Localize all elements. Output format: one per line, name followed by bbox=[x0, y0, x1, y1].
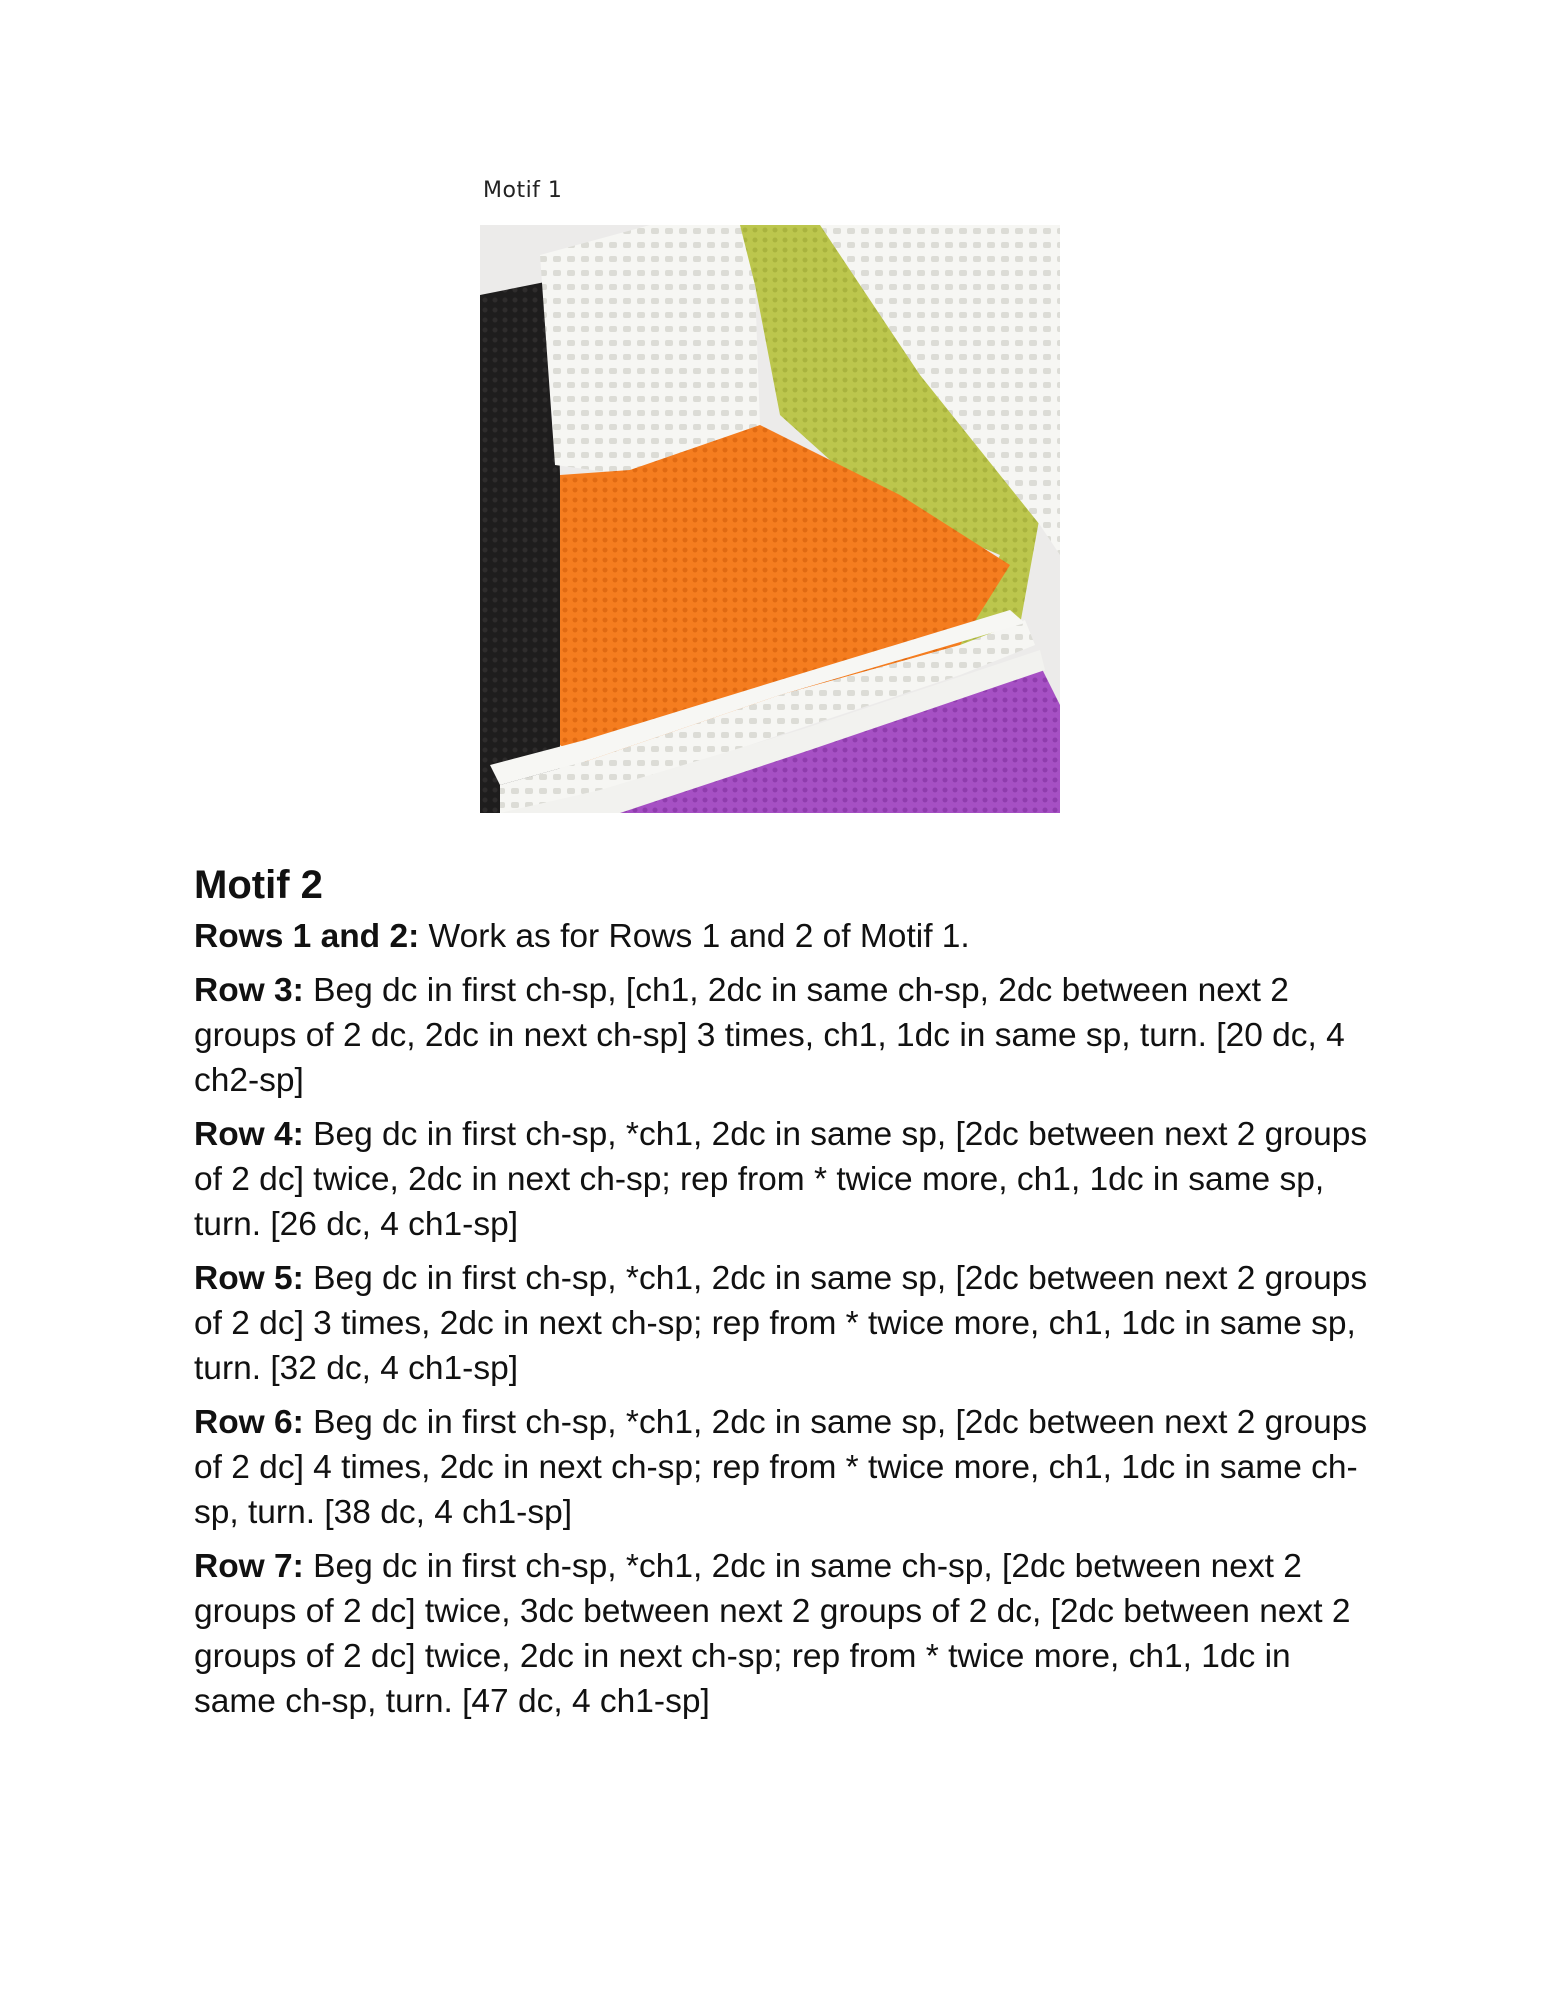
row-label: Row 4: bbox=[194, 1116, 304, 1153]
row-text: Beg dc in first ch-sp, *ch1, 2dc in same sp, [2dc between next 2 groups of 2 dc] 4 times, 2dc in next ch-sp; rep from * twice more, ch1, 1dc in same ch-sp, turn. [38 dc, 4 ch1-sp] bbox=[194, 1404, 1368, 1531]
motif-2-section bbox=[194, 862, 1374, 1733]
row-label: Row 7: bbox=[194, 1548, 304, 1585]
row-text: Beg dc in first ch-sp, [ch1, 2dc in same ch-sp, 2dc between next 2 groups of 2 dc, 2dc in next ch-sp] 3 times, ch1, 1dc in same sp, turn. [20 dc, 4 ch2-sp] bbox=[194, 972, 1345, 1099]
row-instruction bbox=[194, 1256, 1374, 1391]
section-title: Motif 2 bbox=[194, 863, 323, 907]
row-text: Beg dc in first ch-sp, *ch1, 2dc in same sp, [2dc between next 2 groups of 2 dc] 3 times, 2dc in next ch-sp; rep from * twice more, ch1, 1dc in same sp, turn. [32 dc, 4 ch1-sp] bbox=[194, 1260, 1368, 1387]
row-instruction bbox=[194, 1400, 1374, 1535]
row-label: Row 3: bbox=[194, 972, 304, 1009]
crochet-blanket-photo bbox=[480, 225, 1060, 813]
row-instruction bbox=[194, 1112, 1374, 1247]
row-text: Work as for Rows 1 and 2 of Motif 1. bbox=[419, 918, 970, 955]
row-instruction bbox=[194, 914, 1374, 959]
row-label: Row 5: bbox=[194, 1260, 304, 1297]
row-instruction bbox=[194, 968, 1374, 1103]
row-text: Beg dc in first ch-sp, *ch1, 2dc in same ch-sp, [2dc between next 2 groups of 2 dc] twice, 3dc between next 2 groups of 2 dc, [2dc between next 2 groups of 2 dc] twice, 2dc in next ch-sp; rep from * twice more, ch1, 1dc in same ch-sp, turn. [47 dc, 4 ch1-sp] bbox=[194, 1548, 1351, 1720]
row-instruction bbox=[194, 1544, 1374, 1724]
row-label: Rows 1 and 2: bbox=[194, 918, 420, 955]
figure-caption: Motif 1 bbox=[483, 178, 563, 203]
row-label: Row 6: bbox=[194, 1404, 304, 1441]
row-text: Beg dc in first ch-sp, *ch1, 2dc in same sp, [2dc between next 2 groups of 2 dc] twice, 2dc in next ch-sp; rep from * twice more, ch1, 1dc in same sp, turn. [26 dc, 4 ch1-sp] bbox=[194, 1116, 1368, 1243]
